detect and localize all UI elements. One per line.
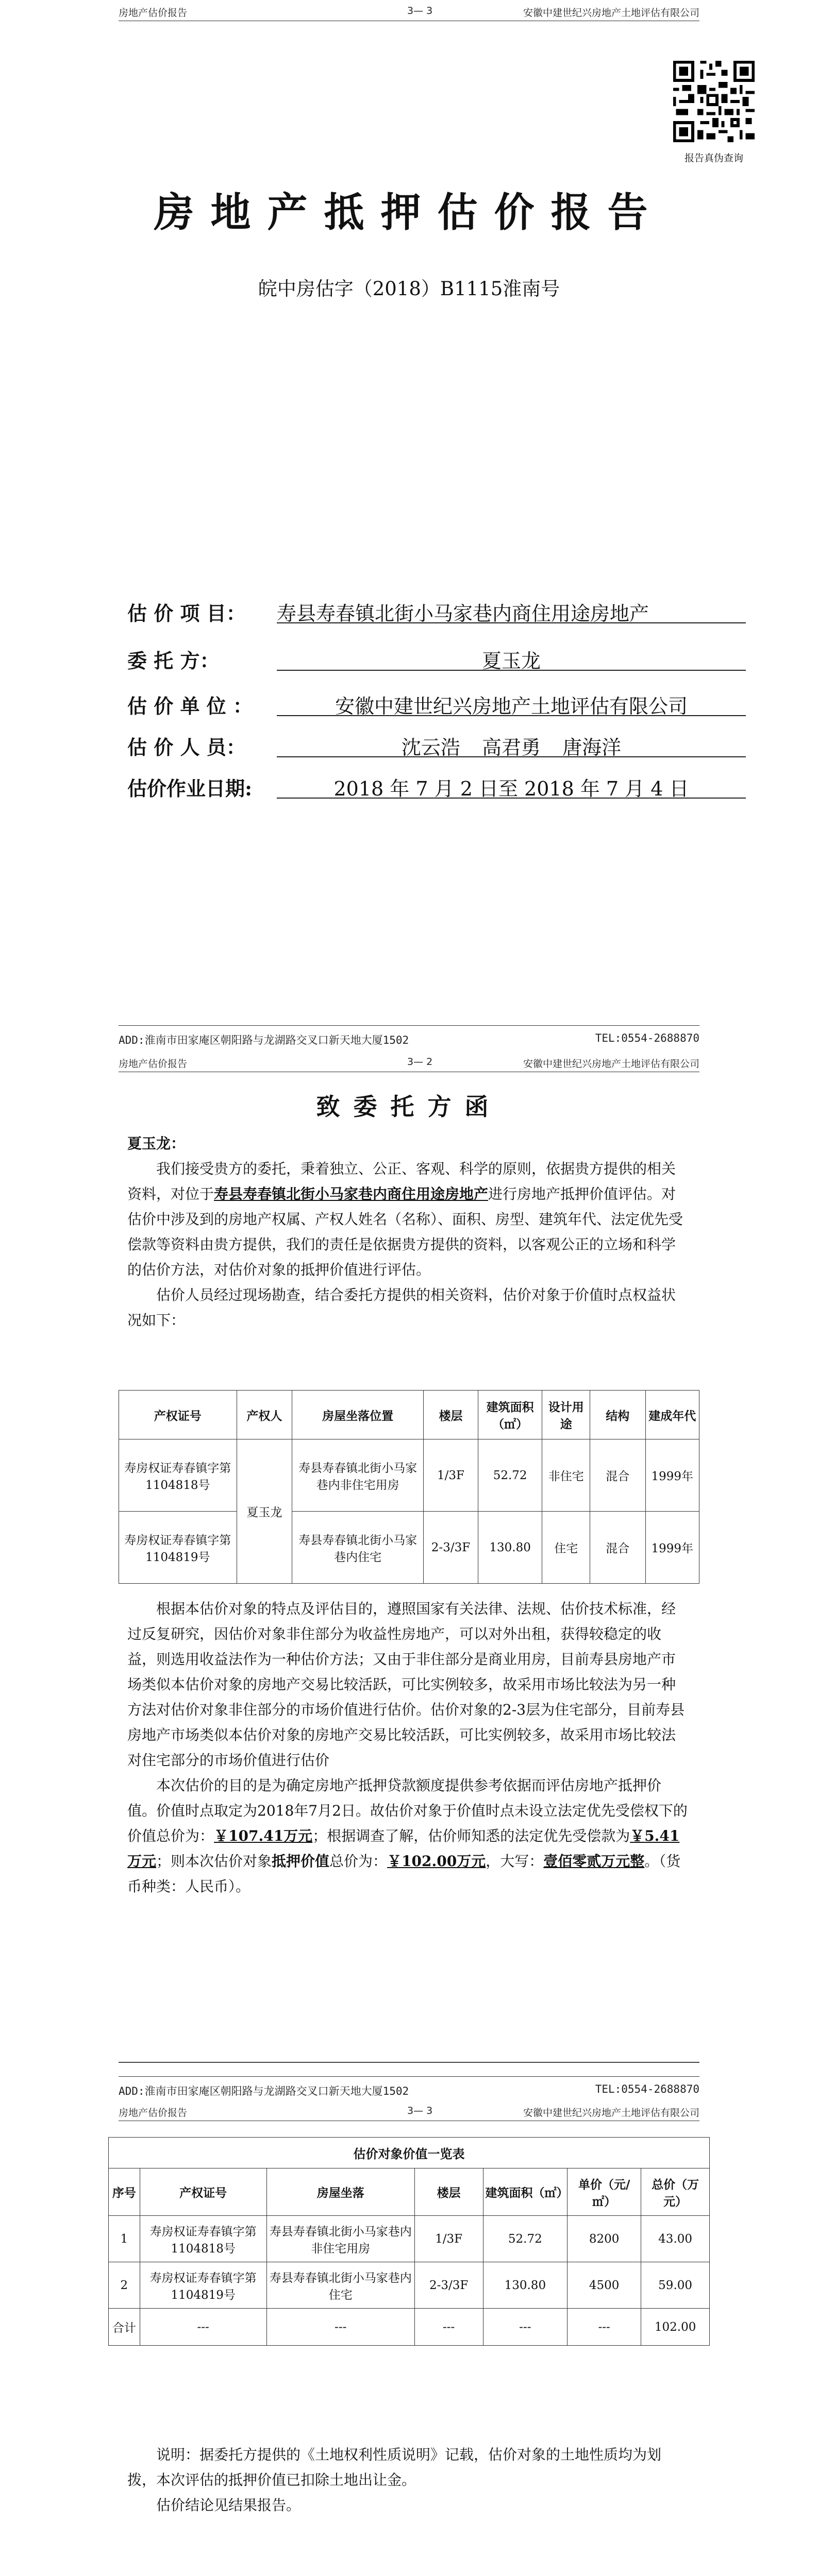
table-row: 1 寿房权证寿春镇字第1104818号 寿县寿春镇北街小马家巷内非住宅用房 1/3F 52.72 8200 43.00 — [109, 2216, 710, 2262]
summary-notes — [127, 2442, 689, 2518]
table-row: 寿房权证寿春镇字第1104818号 夏玉龙 寿县寿春镇北街小马家巷内非住宅用房 1/3F 52.72 非住宅 混合 1999年 — [119, 1439, 699, 1512]
header-page-number: 3— 3 — [407, 5, 433, 16]
header-left: 房地产估价报告 — [119, 1058, 188, 1070]
header-company: 安徽中建世纪兴房地产土地评估有限公司 — [523, 1058, 699, 1070]
col-use: 设计用途 — [542, 1391, 590, 1439]
date-label: 估价作业日期: — [127, 777, 253, 800]
project-value: 寿县寿春镇北街小马家巷内商住用途房地产 — [277, 598, 746, 623]
col-area: 建筑面积（㎡） — [478, 1391, 542, 1439]
summary-title: 估价对象价值一览表 — [109, 2138, 710, 2168]
qr-code-icon[interactable] — [670, 58, 758, 145]
page-header-3 — [119, 2100, 699, 2121]
project-name: 寿县寿春镇北街小马家巷内商住用途房地产 — [214, 1185, 489, 1202]
owner-cell: 夏玉龙 — [237, 1439, 292, 1584]
col-price: 单价（元/㎡） — [567, 2168, 641, 2216]
page-header-1 — [119, 0, 699, 21]
header-left: 房地产估价报告 — [119, 7, 188, 19]
page-separator — [119, 2062, 699, 2063]
report-title: 房地产抵押估价报告 — [154, 189, 664, 236]
table-row: 2 寿房权证寿春镇字第1104819号 寿县寿春镇北街小马家巷内住宅 2-3/3F 130.80 4500 59.00 — [109, 2262, 710, 2309]
mortgage-value-words: 壹佰零贰万元整 — [543, 1853, 645, 1870]
letter-title: 致委托方函 — [316, 1093, 502, 1121]
table-row-total: 合计 --- --- --- --- --- 102.00 — [109, 2309, 710, 2346]
date-value: 2018 年 7 月 2 日至 2018 年 7 月 4 日 — [277, 773, 746, 799]
header-left: 房地产估价报告 — [119, 2107, 188, 2119]
letter-body-2 — [127, 1596, 689, 1899]
col-area: 建筑面积（㎡） — [483, 2168, 567, 2216]
col-structure: 结构 — [590, 1391, 646, 1439]
appraiser-value: 安徽中建世纪兴房地产土地评估有限公司 — [277, 690, 746, 716]
col-location: 房屋坐落 — [266, 2168, 414, 2216]
footer-address: ADD:淮南市田家庵区朝阳路与龙湖路交叉口新天地大厦1502 — [119, 1034, 409, 1046]
header-company: 安徽中建世纪兴房地产土地评估有限公司 — [523, 7, 699, 19]
footer-tel: TEL:0554-2688870 — [595, 2083, 699, 2095]
client-label: 委 托 方： — [127, 649, 220, 672]
table-row: 寿房权证寿春镇字第1104819号 寿县寿春镇北街小马家巷内住宅 2-3/3F 130.80 住宅 混合 1999年 — [119, 1512, 699, 1584]
col-total: 总价（万元） — [641, 2168, 710, 2216]
paragraph-entrust: 我们接受贵方的委托，秉着独立、公正、客观、科学的原则，依据贵方提供的相关资料，对位于寿县寿春镇北街小马家巷内商住用途房地产进行房地产抵押价值评估。对估价中涉及到的房地产权属、产权人姓名（名称）、面积、房型、建筑年代、法定优先受偿款等资料由贵方提供，我们的责任是依据贵方提供的资料，以客观公正的立场和科学的估价方法，对估价对象的抵押价值进行评估。 — [127, 1160, 683, 1278]
paragraph-method: 根据本估价对象的特点及评估目的，遵照国家有关法律、法规、估价技术标准，经过反复研究，因估价对象非住部分为收益性房地产，可以对外出租，获得较稳定的收益，则选用收益法作为一种估价方法；又由于非住部分是商业用房，目前寿县房地产市场类似本估价对象的房地产交易比较活跃，可比实例较多，故采用市场比较法为另一种方法对估价对象非住部分的市场价值进行估价。估价对象的2-3层为住宅部分，目前寿县房地产市场类似本估价对象的房地产交易比较活跃，可比实例较多，故采用市场比较法对住宅部分的市场价值进行估价 — [127, 1600, 685, 1769]
page-footer-2 — [119, 2076, 699, 2100]
land-note: 说明：据委托方提供的《土地权利性质说明》记载，估价对象的土地性质均为划拨，本次评估的抵押价值已扣除土地出让金。 — [127, 2446, 662, 2488]
qr-caption: 报告真伪查询 — [684, 152, 743, 164]
property-table — [119, 1390, 699, 1584]
priority-amount: ￥5.41万元 — [127, 1827, 680, 1870]
footer-address: ADD:淮南市田家庵区朝阳路与龙湖路交叉口新天地大厦1502 — [119, 2085, 409, 2097]
col-no: 序号 — [109, 2168, 140, 2216]
personnel-value: 沈云浩 高君勇 唐海洋 — [277, 732, 746, 757]
mortgage-value: ￥102.00万元 — [387, 1853, 486, 1870]
value-summary-table — [108, 2137, 710, 2346]
client-value: 夏玉龙 — [277, 645, 746, 671]
col-cert: 产权证号 — [119, 1391, 237, 1439]
col-floor: 楼层 — [414, 2168, 483, 2216]
footer-tel: TEL:0554-2688870 — [595, 1032, 699, 1044]
report-number: 皖中房估字（2018）B1115淮南号 — [258, 278, 560, 300]
appraiser-label: 估 价 单 位 ： — [127, 694, 253, 718]
page-header-2 — [119, 1051, 699, 1072]
col-location: 房屋坐落位置 — [292, 1391, 424, 1439]
paragraph-survey: 估价人员经过现场勘查，结合委托方提供的相关资料，估价对象于价值时点权益状况如下： — [127, 1286, 676, 1329]
conclusion-note: 估价结论见结果报告。 — [156, 2497, 301, 2514]
header-page-number: 3— 2 — [407, 1056, 433, 1067]
salutation: 夏玉龙： — [127, 1135, 186, 1152]
header-company: 安徽中建世纪兴房地产土地评估有限公司 — [523, 2107, 699, 2119]
project-label: 估 价 项 目： — [127, 602, 246, 625]
paragraph-result: 本次估价的目的是为确定房地产抵押贷款额度提供参考依据而评估房地产抵押价值。价值时点取定为2018年7月2日。故估价对象于价值时点未设立法定优先受偿权下的价值总价为：￥107.41万元；根据调查了解，估价师知悉的法定优先受偿款为￥5.41万元；则本次估价对象抵押价值总价为：￥102.00万元，大写：壹佰零贰万元整。（货币种类：人民币）。 — [127, 1777, 688, 1895]
col-floor: 楼层 — [424, 1391, 478, 1439]
header-page-number: 3— 3 — [407, 2105, 433, 2116]
page-footer-1 — [119, 1025, 699, 1049]
col-year: 建成年代 — [645, 1391, 699, 1439]
value-before: ￥107.41万元 — [214, 1827, 313, 1844]
personnel-label: 估 价 人 员： — [127, 736, 246, 759]
col-cert: 产权证号 — [140, 2168, 266, 2216]
col-owner: 产权人 — [237, 1391, 292, 1439]
letter-body-1 — [127, 1131, 689, 1333]
